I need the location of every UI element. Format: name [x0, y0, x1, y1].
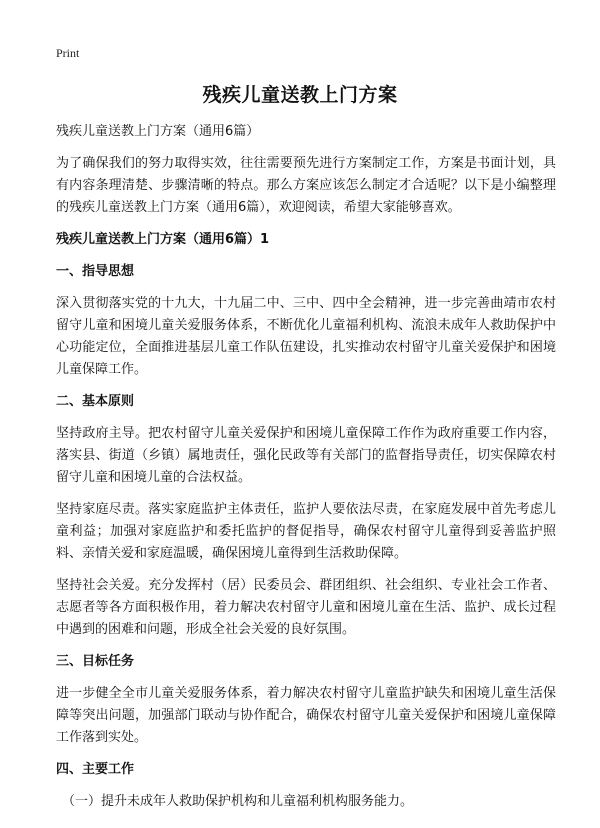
document-subtitle: 残疾儿童送教上门方案（通用6篇） [56, 124, 260, 139]
heading-goals: 三、目标任务 [56, 654, 135, 669]
document-title: 残疾儿童送教上门方案 [202, 84, 398, 106]
heading-basic-principles: 二、基本原则 [56, 394, 135, 409]
heading-guiding-ideology: 一、指导思想 [56, 264, 135, 279]
paragraph-government-led: 坚持政府主导。把农村留守儿童关爱保护和困境儿童保障工作作为政府重要工作内容，落实县、街道（乡镇）属地责任，强化民政等有关部门的监督指导责任，切实保障农村留守儿童和困境儿童的合法权益。 [56, 426, 556, 485]
paragraph-guiding-ideology: 深入贯彻落实党的十九大，十九届二中、三中、四中全会精神，进一步完善曲靖市农村留守儿童和困境儿童关爱服务体系，不断优化儿童福利机构、流浪未成年人救助保护中心功能定位，全面推进基层儿童工作队伍建设，扎实推动农村留守儿童关爱保护和困境儿童保障工作。 [56, 296, 556, 377]
intro-paragraph: 为了确保我们的努力取得实效，往往需要预先进行方案制定工作，方案是书面计划，具有内容条理清楚、步骤清晰的特点。那么方案应该怎么制定才合适呢？以下是小编整理的残疾儿童送教上门方案（通用6篇），欢迎阅读，希望大家能够喜欢。 [56, 156, 556, 215]
list-item-main-work-1: （一）提升未成年人救助保护机构和儿童福利机构服务能力。 [62, 794, 414, 809]
print-label: Print [56, 46, 80, 60]
document-body [56, 121, 556, 813]
paragraph-family-responsibility: 坚持家庭尽责。落实家庭监护主体责任，监护人要依法尽责，在家庭发展中首先考虑儿童利益；加强对家庭监护和委托监护的督促指导，确保农村留守儿童得到妥善监护照料、亲情关爱和家庭温暖，确保困境儿童得到生活救助保障。 [56, 502, 556, 561]
paragraph-goals: 进一步健全全市儿童关爱服务体系，着力解决农村留守儿童监护缺失和困境儿童生活保障等突出问题，加强部门联动与协作配合，确保农村留守儿童关爱保护和困境儿童保障工作落到实处。 [56, 686, 556, 745]
heading-main-work: 四、主要工作 [56, 762, 135, 777]
paragraph-social-care: 坚持社会关爱。充分发挥村（居）民委员会、群团组织、社会组织、专业社会工作者、志愿者等各方面积极作用，着力解决农村留守儿童和困境儿童在生活、监护、成长过程中遇到的困难和问题，形成全社会关爱的良好氛围。 [56, 578, 556, 637]
section-title: 残疾儿童送教上门方案（通用6篇）1 [56, 232, 270, 247]
